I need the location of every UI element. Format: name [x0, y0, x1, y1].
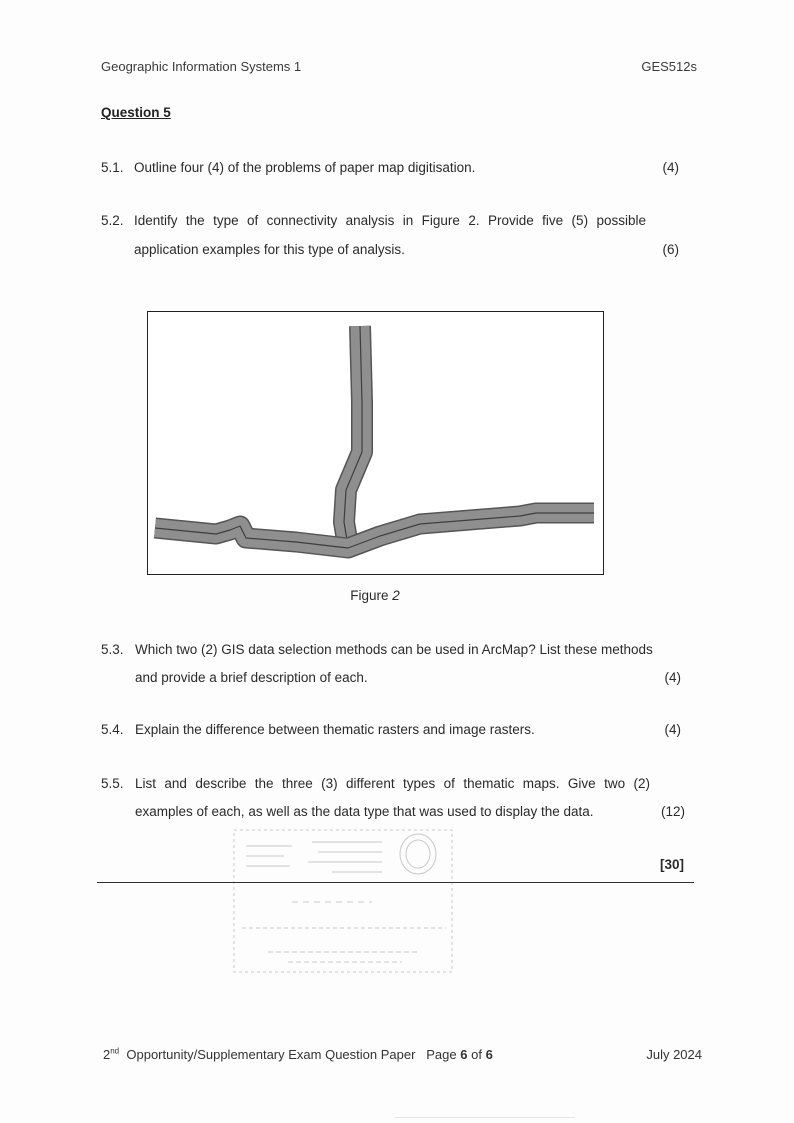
question-marks: (12)	[660, 804, 685, 819]
footer-ordinal: 2	[103, 1047, 111, 1062]
question-number: 5.4.	[101, 722, 124, 737]
question-text: Explain the difference between thematic rasters and image rasters.	[135, 722, 535, 737]
question-title: Question 5	[101, 105, 171, 120]
question-marks: (4)	[664, 722, 681, 737]
question-number: 5.5.	[101, 776, 124, 791]
stamp-graphic	[232, 828, 454, 974]
library-stamp-mark	[232, 828, 454, 974]
question-marks: (6)	[662, 242, 679, 257]
figure-2-frame	[147, 311, 604, 575]
figure-caption-number: 2	[392, 588, 400, 603]
figure-caption-label: Figure	[350, 588, 389, 603]
question-text: examples of each, as well as the data type that was used to display the data.	[135, 804, 594, 819]
footer-page-current: 6	[460, 1047, 468, 1062]
question-number: 5.1.	[101, 160, 124, 175]
footer-exam-info	[103, 1047, 493, 1062]
course-title: Geographic Information Systems 1	[101, 59, 302, 74]
question-text: List and describe the three (3) different types of thematic maps. Give two (2)	[135, 776, 650, 791]
vertical-road	[344, 326, 362, 552]
question-total: [30]	[659, 857, 684, 872]
figure-caption	[0, 588, 750, 603]
question-text: application examples for this type of analysis.	[134, 242, 405, 257]
footer-page-total: 6	[485, 1047, 493, 1062]
question-text: Which two (2) GIS data selection methods can be used in ArcMap? List these methods	[135, 642, 653, 657]
footer-date: July 2024	[646, 1047, 702, 1062]
footer-page-of: of	[471, 1047, 482, 1062]
question-text: Outline four (4) of the problems of paper map digitisation.	[134, 160, 476, 175]
footer-exam-title: Opportunity/Supplementary Exam Question Paper	[126, 1047, 416, 1062]
footer-ordinal-suffix: nd	[110, 1046, 120, 1056]
section-divider	[97, 882, 694, 883]
question-number: 5.2.	[101, 213, 124, 228]
scan-artifact-line	[395, 1117, 575, 1118]
road-network-figure	[148, 312, 603, 574]
question-marks: (4)	[662, 160, 679, 175]
question-number: 5.3.	[101, 642, 124, 657]
course-code: GES512s	[641, 59, 697, 74]
question-text: and provide a brief description of each.	[135, 670, 368, 685]
question-text: Identify the type of connectivity analysis in Figure 2. Provide five (5) possible	[134, 213, 646, 228]
question-marks: (4)	[664, 670, 681, 685]
footer-page-label: Page	[426, 1047, 457, 1062]
